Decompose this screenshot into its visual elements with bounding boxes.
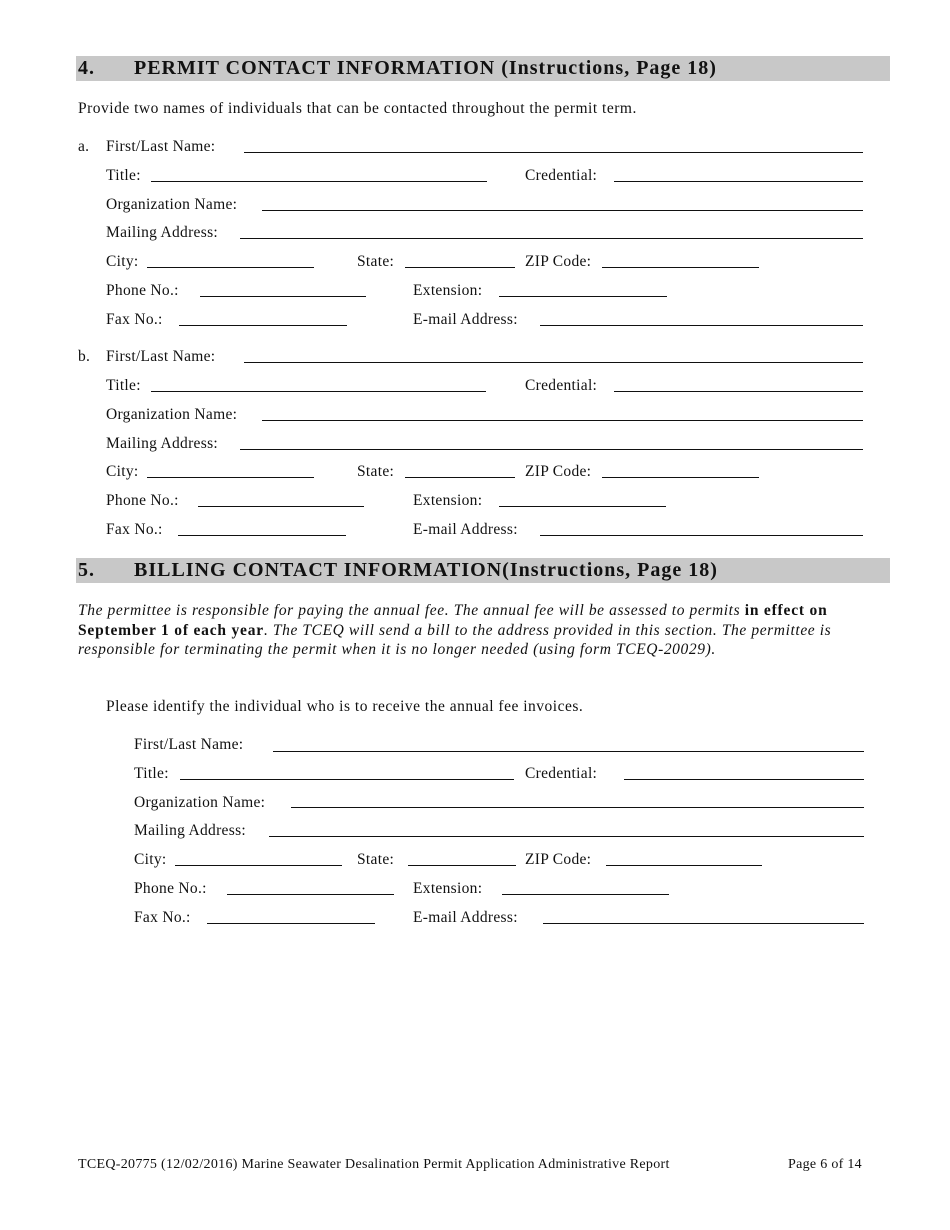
section-5-header — [76, 558, 890, 583]
contact-b-zip-field[interactable] — [602, 477, 759, 478]
contact-b-org-field[interactable] — [262, 420, 863, 421]
fax-label: Fax No.: — [106, 521, 163, 538]
billing-extension-field[interactable] — [502, 894, 669, 895]
email-label: E-mail Address: — [413, 521, 518, 538]
city-label: City: — [134, 851, 167, 868]
credential-label: Credential: — [525, 765, 598, 782]
billing-identify-text: Please identify the individual who is to receive the annual fee invoices. — [106, 698, 584, 715]
email-label: E-mail Address: — [413, 909, 518, 926]
zip-label: ZIP Code: — [525, 851, 592, 868]
billing-paragraph-part2: . The TCEQ will send a bill to the address provided in this section. The permittee is responsible for terminating the permit when it is no longer needed (using form TCEQ-20029). — [78, 621, 832, 658]
billing-paragraph-part1: The permittee is responsible for paying the annual fee. The annual fee will be assessed to permits — [78, 602, 741, 619]
contact-b-extension-field[interactable] — [499, 506, 666, 507]
email-label: E-mail Address: — [413, 311, 518, 328]
billing-paragraph-bold: in effect on September 1 of each year — [78, 602, 828, 639]
contact-b-credential-field[interactable] — [614, 391, 863, 392]
title-label: Title: — [106, 377, 141, 394]
contact-a-name-field[interactable] — [244, 152, 863, 153]
zip-label: ZIP Code: — [525, 253, 592, 270]
billing-credential-field[interactable] — [624, 779, 864, 780]
contact-a-zip-field[interactable] — [602, 267, 759, 268]
city-label: City: — [106, 253, 139, 270]
contact-b-city-field[interactable] — [147, 477, 314, 478]
org-label: Organization Name: — [134, 794, 266, 811]
section-4-header — [76, 56, 890, 81]
contact-a-org-field[interactable] — [262, 210, 863, 211]
mailing-label: Mailing Address: — [106, 435, 219, 452]
billing-phone-field[interactable] — [227, 894, 394, 895]
extension-label: Extension: — [413, 492, 483, 509]
billing-title-field[interactable] — [180, 779, 514, 780]
phone-label: Phone No.: — [106, 492, 179, 509]
footer-form-id: TCEQ-20775 (12/02/2016) Marine Seawater Desalination Permit Application Administrative Report — [78, 1157, 670, 1172]
phone-label: Phone No.: — [106, 282, 179, 299]
billing-name-field[interactable] — [273, 751, 864, 752]
credential-label: Credential: — [525, 167, 598, 184]
contact-b-fax-field[interactable] — [178, 535, 346, 536]
phone-label: Phone No.: — [134, 880, 207, 897]
credential-label: Credential: — [525, 377, 598, 394]
section-title: BILLING CONTACT INFORMATION(Instructions, Page 18) — [134, 559, 718, 581]
billing-mailing-field[interactable] — [269, 836, 864, 837]
section-number: 4. — [78, 57, 95, 79]
org-label: Organization Name: — [106, 196, 238, 213]
title-label: Title: — [106, 167, 141, 184]
contact-a-email-field[interactable] — [540, 325, 863, 326]
billing-org-field[interactable] — [291, 807, 864, 808]
contact-b-email-field[interactable] — [540, 535, 863, 536]
billing-fax-field[interactable] — [207, 923, 375, 924]
section-number: 5. — [78, 559, 95, 581]
contact-a-mailing-field[interactable] — [240, 238, 863, 239]
billing-email-field[interactable] — [543, 923, 864, 924]
contact-b-title-field[interactable] — [151, 391, 486, 392]
contact-a-title-field[interactable] — [151, 181, 487, 182]
contact-b-state-field[interactable] — [405, 477, 515, 478]
mailing-label: Mailing Address: — [106, 224, 219, 241]
contact-a-marker: a. — [78, 138, 90, 155]
contact-b-phone-field[interactable] — [198, 506, 364, 507]
extension-label: Extension: — [413, 282, 483, 299]
billing-city-field[interactable] — [175, 865, 342, 866]
billing-state-field[interactable] — [408, 865, 516, 866]
zip-label: ZIP Code: — [525, 463, 592, 480]
fax-label: Fax No.: — [134, 909, 191, 926]
name-label: First/Last Name: — [134, 736, 244, 753]
section-title: PERMIT CONTACT INFORMATION (Instructions, Page 18) — [134, 57, 717, 79]
name-label: First/Last Name: — [106, 348, 216, 365]
extension-label: Extension: — [413, 880, 483, 897]
org-label: Organization Name: — [106, 406, 238, 423]
contact-a-phone-field[interactable] — [200, 296, 366, 297]
billing-zip-field[interactable] — [606, 865, 762, 866]
name-label: First/Last Name: — [106, 138, 216, 155]
mailing-label: Mailing Address: — [134, 822, 247, 839]
contact-b-mailing-field[interactable] — [240, 449, 863, 450]
billing-paragraph — [78, 601, 883, 660]
contact-a-state-field[interactable] — [405, 267, 515, 268]
city-label: City: — [106, 463, 139, 480]
section-4-intro: Provide two names of individuals that can be contacted throughout the permit term. — [78, 100, 637, 117]
state-label: State: — [357, 851, 395, 868]
title-label: Title: — [134, 765, 169, 782]
contact-a-fax-field[interactable] — [179, 325, 347, 326]
fax-label: Fax No.: — [106, 311, 163, 328]
contact-b-marker: b. — [78, 348, 91, 365]
footer-page-number: Page 6 of 14 — [788, 1157, 862, 1172]
contact-b-name-field[interactable] — [244, 362, 863, 363]
state-label: State: — [357, 253, 395, 270]
contact-a-credential-field[interactable] — [614, 181, 863, 182]
state-label: State: — [357, 463, 395, 480]
contact-a-extension-field[interactable] — [499, 296, 667, 297]
contact-a-city-field[interactable] — [147, 267, 314, 268]
